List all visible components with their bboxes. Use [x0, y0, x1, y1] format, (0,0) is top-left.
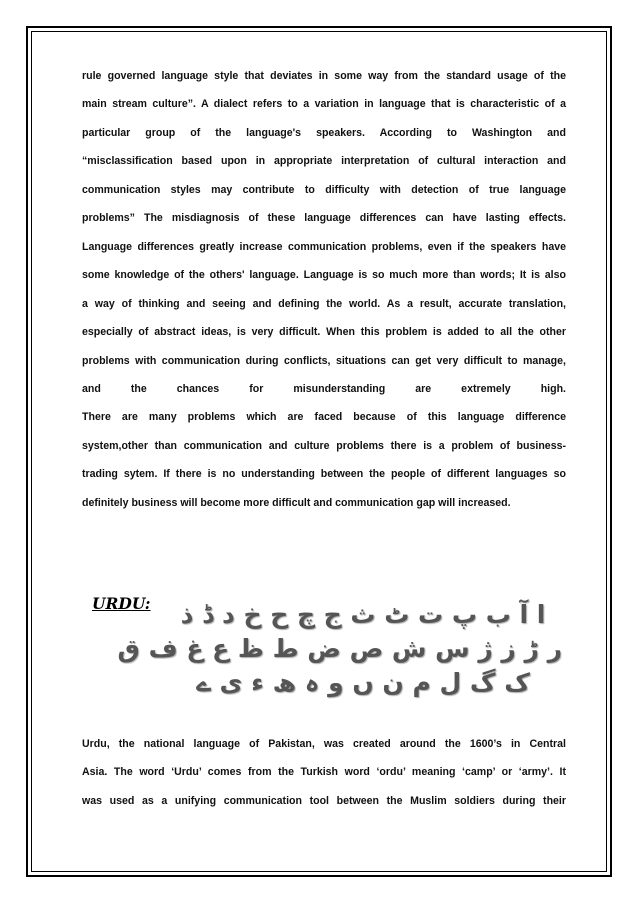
text-line: was used as a unifying communication tool between the Muslim soldiers during their: [82, 794, 566, 807]
urdu-heading: URDU:: [92, 594, 151, 613]
text-line: a way of thinking and seeing and defining the world. As a result, accurate translation,: [82, 297, 566, 310]
text-line: problems with communication during conflicts, situations can get very difficult to manage,: [82, 354, 566, 367]
paragraph-language-differences: [82, 62, 566, 517]
alphabet-row: ا آ ب پ ت ٹ ث ج چ ح خ د ڈ ذ: [180, 600, 546, 629]
text-line: Asia. The word ‘Urdu’ comes from the Turkish word ‘ordu’ meaning ‘camp’ or ‘army’. It: [82, 766, 566, 779]
text-line: particular group of the language's speakers. According to Washington and: [82, 126, 566, 139]
paragraph-urdu-history: [82, 730, 566, 815]
text-line: trading sytem. If there is no understanding between the people of different languages so: [82, 468, 566, 481]
text-line: definitely business will become more difficult and communication gap will increased.: [82, 496, 511, 509]
text-line: main stream culture”. A dialect refers to a variation in language that is characteristic of a: [82, 98, 566, 111]
urdu-section: [92, 594, 572, 704]
text-line: Language differences greatly increase communication problems, even if the speakers have: [82, 240, 566, 253]
text-line: rule governed language style that deviates in some way from the standard usage of the: [82, 70, 566, 82]
urdu-alphabet-image: [117, 598, 562, 702]
alphabet-row: ر ڑ ز ژ س ش ص ض ط ظ ع غ ف ق: [117, 634, 562, 663]
text-line: “misclassification based upon in appropriate interpretation of cultural interaction and: [82, 155, 566, 168]
text-line: Urdu, the national language of Pakistan, was created around the 1600’s in Central: [82, 738, 566, 750]
text-line: problems” The misdiagnosis of these language differences can have lasting effects.: [82, 212, 566, 225]
text-line: and the chances for misunderstanding are extremely high.: [82, 382, 566, 395]
text-line: especially of abstract ideas, is very difficult. When this problem is added to all the other: [82, 326, 566, 339]
text-line: There are many problems which are faced because of this language difference: [82, 411, 566, 424]
text-line: some knowledge of the others' language. Language is so much more than words; It is also: [82, 269, 566, 282]
text-line: communication styles may contribute to difficulty with detection of true language: [82, 183, 566, 196]
alphabet-row: ک گ ل م ن ں و ہ ھ ء ی ے: [196, 668, 530, 697]
text-line: system,other than communication and culture problems there is a problem of business-: [82, 439, 566, 452]
